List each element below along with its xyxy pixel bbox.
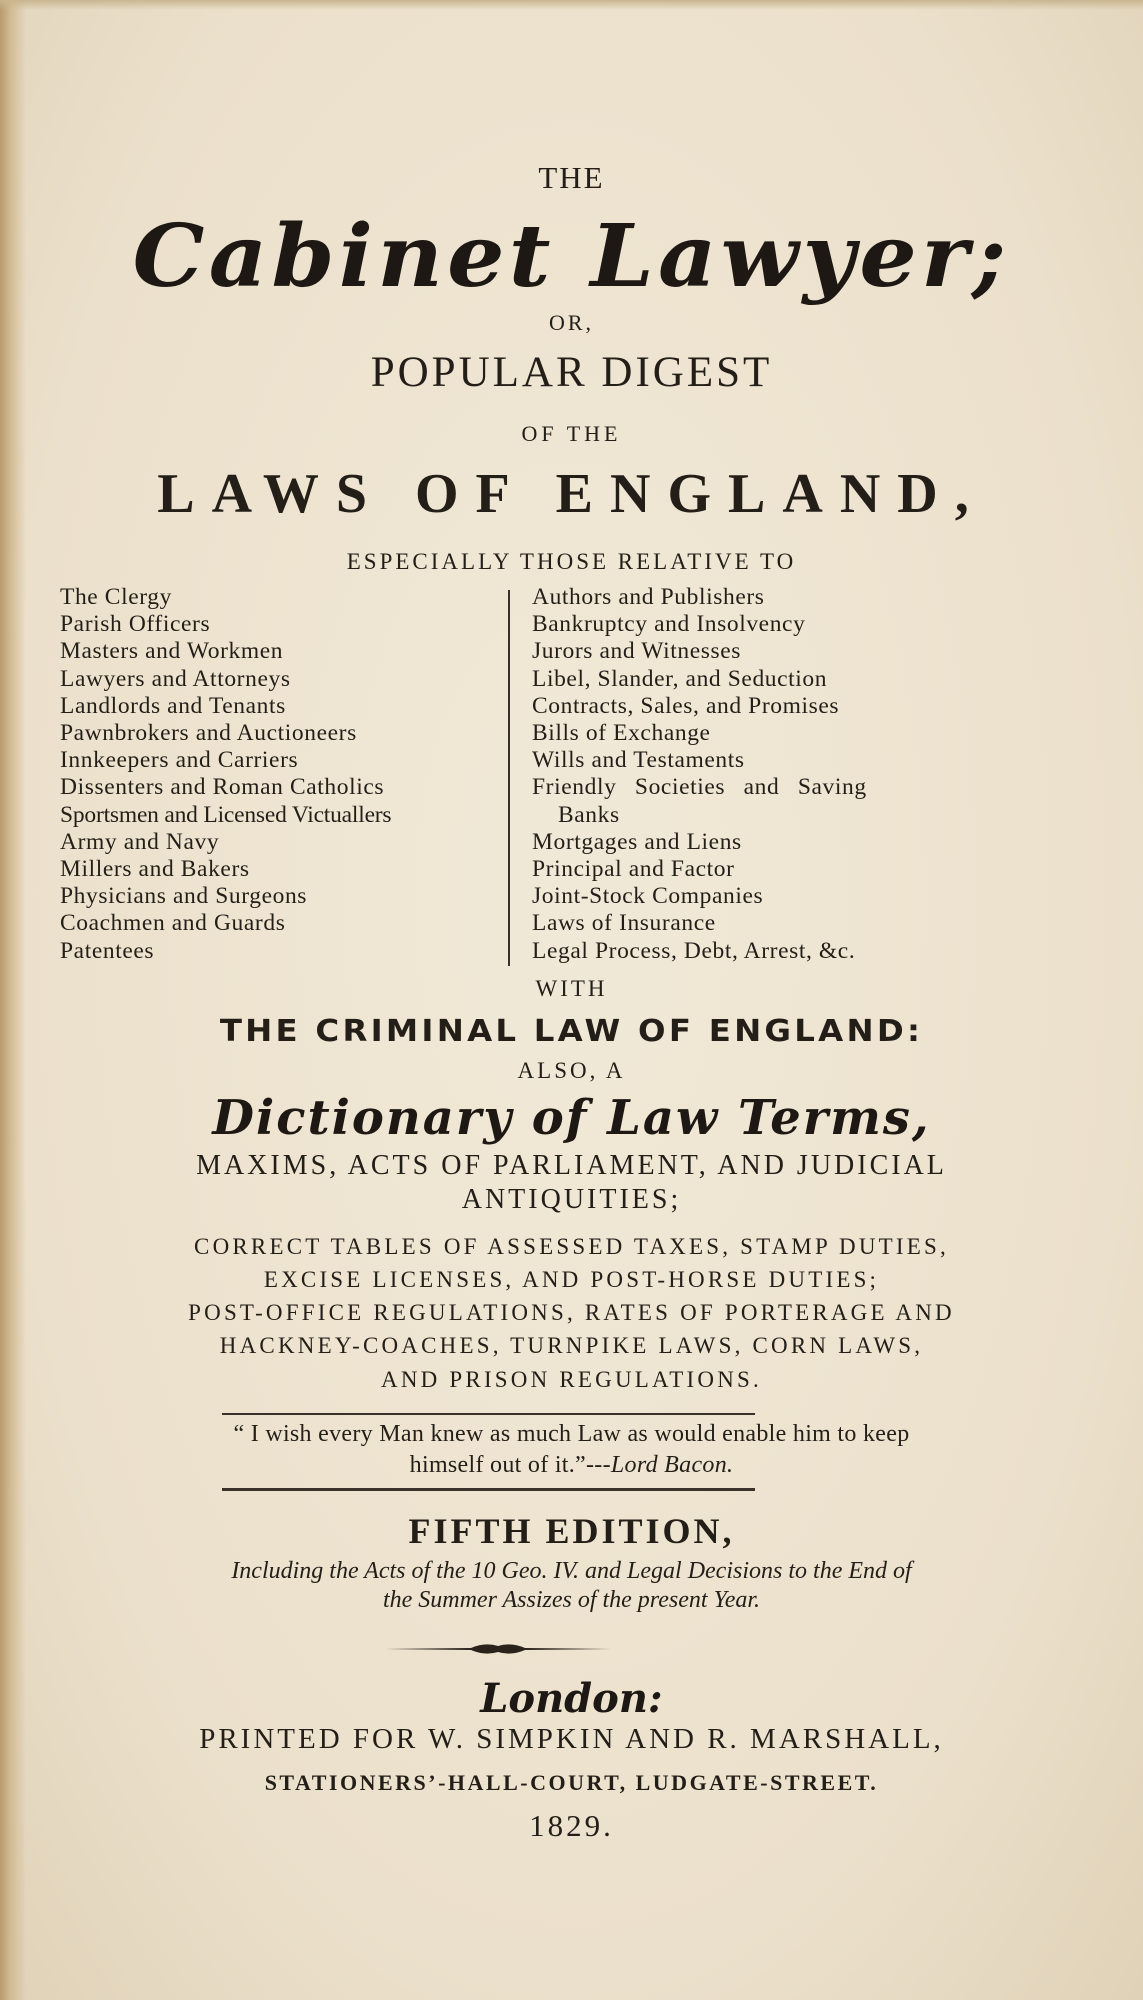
subtitle: POPULAR DIGEST [370,349,773,396]
with-label: WITH [535,976,608,1001]
correct-tables-line: CORRECT TABLES OF ASSESSED TAXES, STAMP DUTIES, [194,1234,949,1259]
title-or: OR, [548,310,595,335]
topic-item: Patentees [60,937,155,964]
imprint-year: 1829. [529,1808,614,1843]
dictionary-heading: Dictionary of Law Terms, [212,1090,931,1146]
topic-item: Millers and Bakers [60,856,250,883]
topic-item: Physicians and Surgeons [60,883,308,910]
column-divider [508,590,510,966]
ornament-rule-icon [385,1640,611,1658]
title-of-the: OF THE [521,421,622,446]
topic-item: Libel, Slander, and Seduction [532,665,828,692]
topic-item: Bills of Exchange [532,720,711,747]
topic-item: Lawyers and Attorneys [60,665,291,692]
title-the: THE [538,160,605,195]
topic-item: Army and Navy [60,828,220,855]
excise-line: EXCISE LICENSES, AND POST-HORSE DUTIES; [263,1267,880,1292]
topic-item: Wills and Testaments [532,747,745,774]
topic-item: Innkeepers and Carriers [60,747,299,774]
edition-line-2: the Summer Assizes of the present Year. [382,1587,761,1613]
rule-above-quote [222,1413,755,1415]
topic-item: Joint-Stock Companies [532,883,764,910]
topic-item: Authors and Publishers [532,584,765,610]
topic-item: Bankruptcy and Insolvency [532,611,806,638]
imprint-city: London: [480,1675,663,1722]
especially-heading: ESPECIALLY THOSE RELATIVE TO [346,549,797,574]
topic-item: Masters and Workmen [60,638,284,665]
topics-right-column [532,584,962,965]
topics-left-column [60,584,500,965]
topic-item: Laws of Insurance [532,910,716,937]
topic-item: Contracts, Sales, and Promises [532,692,840,719]
topic-item: Principal and Factor [532,856,735,883]
maxims-line: MAXIMS, ACTS OF PARLIAMENT, AND JUDICIAL [196,1150,947,1181]
post-office-line: POST-OFFICE REGULATIONS, RATES OF PORTERAGE AND [188,1300,955,1325]
prison-line: AND PRISON REGULATIONS. [381,1367,762,1392]
quote-line-2 [0,1452,1143,1479]
imprint-address: STATIONERS’-HALL-COURT, LUDGATE-STREET. [264,1770,879,1795]
hackney-line: HACKNEY-COACHES, TURNPIKE LAWS, CORN LAWS, [219,1333,924,1358]
topic-item: Friendly Societies and Saving [532,774,867,801]
topic-item: Jurors and Witnesses [532,638,742,665]
topic-item: Banks [558,801,620,828]
edition-label: FIFTH EDITION, [408,1511,735,1551]
topic-item: Parish Officers [60,611,211,638]
laws-of-england: LAWS OF ENGLAND, [157,463,986,525]
quote-line-1: “ I wish every Man knew as much Law as would enable him to keep [233,1421,910,1447]
edition-line-1: Including the Acts of the 10 Geo. IV. and Legal Decisions to the End of [231,1558,912,1584]
topic-item: Landlords and Tenants [60,692,286,719]
criminal-law-heading: THE CRIMINAL LAW OF ENGLAND: [219,1014,924,1049]
rule-below-quote [222,1488,755,1491]
topic-item: Coachmen and Guards [60,910,286,937]
topic-item: Sportsmen and Licensed Victuallers [60,801,392,828]
quote-text: himself out of it.”--- [409,1452,611,1478]
topic-item: Mortgages and Liens [532,828,742,855]
topic-item: Pawnbrokers and Auctioneers [60,720,357,747]
imprint-printer: PRINTED FOR W. SIMPKIN AND R. MARSHALL, [199,1723,944,1755]
page-top-edge [0,0,1143,10]
also-label: ALSO, A [517,1058,626,1083]
antiquities-line: ANTIQUITIES; [461,1184,682,1215]
topic-item: The Clergy [60,584,172,610]
topic-item: Dissenters and Roman Catholics [60,774,385,801]
topic-item: Legal Process, Debt, Arrest, &c. [532,937,856,964]
quote-author: Lord Bacon. [610,1452,734,1478]
main-title: Cabinet Lawyer; [132,206,1011,307]
